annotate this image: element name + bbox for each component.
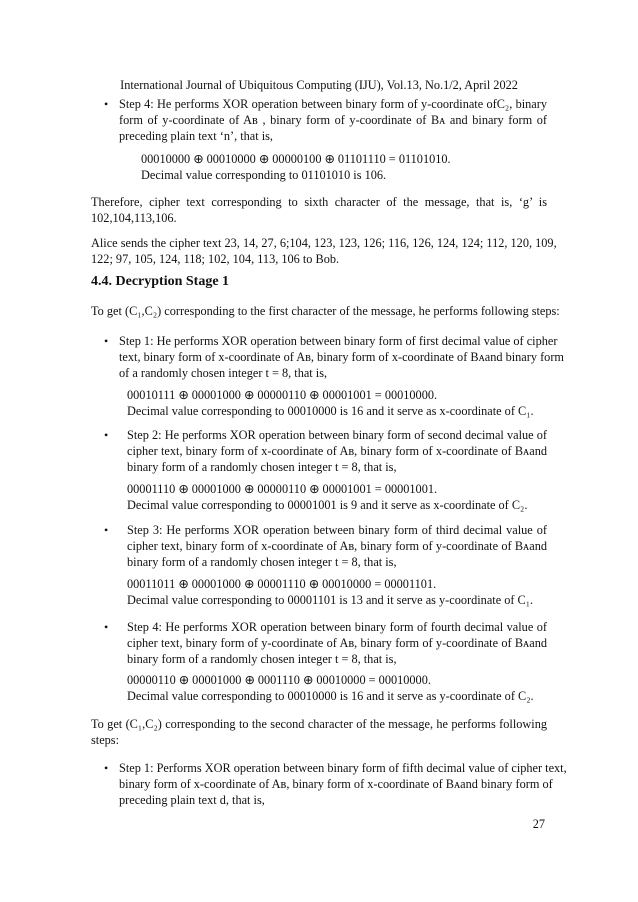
bullet-dot: •	[104, 620, 109, 634]
decrypt-step4-text	[127, 619, 547, 667]
step4-enc-calc	[141, 151, 451, 183]
second-step1-text	[119, 760, 567, 808]
text-line: Step 1: He performs XOR operation between binary form of first decimal value of cipher	[119, 334, 558, 348]
text-line: Alice sends the cipher text 23, 14, 27, 6;104, 123, 123, 126; 116, 126, 124, 124; 112, 120, 109,	[91, 236, 557, 250]
intro-first-character	[91, 303, 560, 319]
text-line: To get (C₁,C₂) corresponding to the second character of the message, he performs following	[91, 717, 547, 731]
text-line: preceding plain text ‘n’, that is,	[119, 129, 274, 143]
bullet-dot: •	[104, 523, 109, 537]
decrypt-step2-calc	[127, 481, 527, 513]
text-line: cipher text, binary form of y-coordinate of Aʙ, binary form of y-coordinate of Bᴀand	[127, 636, 547, 650]
text-line: Therefore, cipher text corresponding to sixth character of the message, that is, ‘g’ is	[91, 195, 547, 209]
text-line: preceding plain text d, that is,	[119, 793, 265, 807]
text-line: of a randomly chosen integer t = 8, that is,	[119, 366, 328, 380]
text-line: Step 4: He performs XOR operation between binary form of fourth decimal value of	[127, 620, 547, 634]
text-line: 122; 97, 105, 124, 118; 102, 104, 113, 106 to Bob.	[91, 252, 340, 266]
text-line: cipher text, binary form of x-coordinate of Aʙ, binary form of y-coordinate of Bᴀand	[127, 539, 547, 553]
text-line: text, binary form of x-coordinate of Aʙ, binary form of x-coordinate of Bᴀand binary form	[119, 350, 564, 364]
intro-second-character	[91, 716, 547, 748]
decimal-result: Decimal value corresponding to 00001101 is 13 and it serve as y-coordinate of C₁.	[127, 593, 534, 607]
xor-calc: 00010000 ⊕ 00010000 ⊕ 00000100 ⊕ 01101110 = 01101010.	[141, 152, 451, 166]
bullet-dot: •	[104, 334, 109, 348]
bullet-dot: •	[104, 761, 109, 775]
decrypt-step3-calc	[127, 576, 533, 608]
xor-calc: 00010111 ⊕ 00001000 ⊕ 00000110 ⊕ 00001001 = 00010000.	[127, 388, 438, 402]
alice-paragraph	[91, 235, 557, 267]
therefore-paragraph	[91, 194, 547, 226]
decrypt-step1-calc	[127, 387, 534, 419]
xor-calc: 00000110 ⊕ 00001000 ⊕ 0001110 ⊕ 00010000 = 00010000.	[127, 673, 431, 687]
step4-enc-text	[119, 96, 547, 144]
text-line: 102,104,113,106.	[91, 211, 177, 225]
decimal-result: Decimal value corresponding to 00001001 is 9 and it serve as x-coordinate of C₂.	[127, 498, 528, 512]
decrypt-step3-text	[127, 522, 547, 570]
text-line: Step 4: He performs XOR operation between binary form of y-coordinate ofC₂, binary	[119, 97, 547, 111]
text-line: form of y-coordinate of Aʙ , binary form of y-coordinate of Bᴀ and binary form of	[119, 113, 547, 127]
decimal-result: Decimal value corresponding to 01101010 is 106.	[141, 168, 387, 182]
text-line: Step 3: He performs XOR operation between binary form of third decimal value of	[127, 523, 547, 537]
journal-header: International Journal of Ubiquitous Computing (IJU), Vol.13, No.1/2, April 2022	[120, 78, 518, 92]
decrypt-step4-calc	[127, 672, 534, 704]
page-number: 27	[532, 817, 545, 831]
decimal-result: Decimal value corresponding to 00010000 is 16 and it serve as y-coordinate of C₂.	[127, 689, 534, 703]
text-line: steps:	[91, 733, 120, 747]
decrypt-step1-text	[119, 333, 564, 381]
decrypt-step2-text	[127, 427, 547, 475]
bullet-dot: •	[104, 97, 109, 111]
xor-calc: 00011011 ⊕ 00001000 ⊕ 00001110 ⊕ 00010000 = 00001101.	[127, 577, 437, 591]
decimal-result: Decimal value corresponding to 00010000 is 16 and it serve as x-coordinate of C₁.	[127, 404, 534, 418]
text-line: cipher text, binary form of x-coordinate of Aʙ, binary form of x-coordinate of Bᴀand	[127, 444, 547, 458]
text-line: binary form of a randomly chosen integer t = 8, that is,	[127, 652, 397, 666]
text-line: To get (C₁,C₂) corresponding to the first character of the message, he performs following steps:	[91, 304, 560, 318]
text-line: binary form of a randomly chosen integer t = 8, that is,	[127, 460, 397, 474]
text-line: Step 1: Performs XOR operation between binary form of fifth decimal value of cipher text,	[119, 761, 567, 775]
text-line: binary form of x-coordinate of Aʙ, binary form of x-coordinate of Bᴀand binary form of	[119, 777, 553, 791]
text-line: Step 2: He performs XOR operation between binary form of second decimal value of	[127, 428, 547, 442]
xor-calc: 00001110 ⊕ 00001000 ⊕ 00000110 ⊕ 00001001 = 00001001.	[127, 482, 438, 496]
section-heading: 4.4. Decryption Stage 1	[91, 274, 230, 289]
text-line: binary form of a randomly chosen integer t = 8, that is,	[127, 555, 397, 569]
bullet-dot: •	[104, 428, 109, 442]
